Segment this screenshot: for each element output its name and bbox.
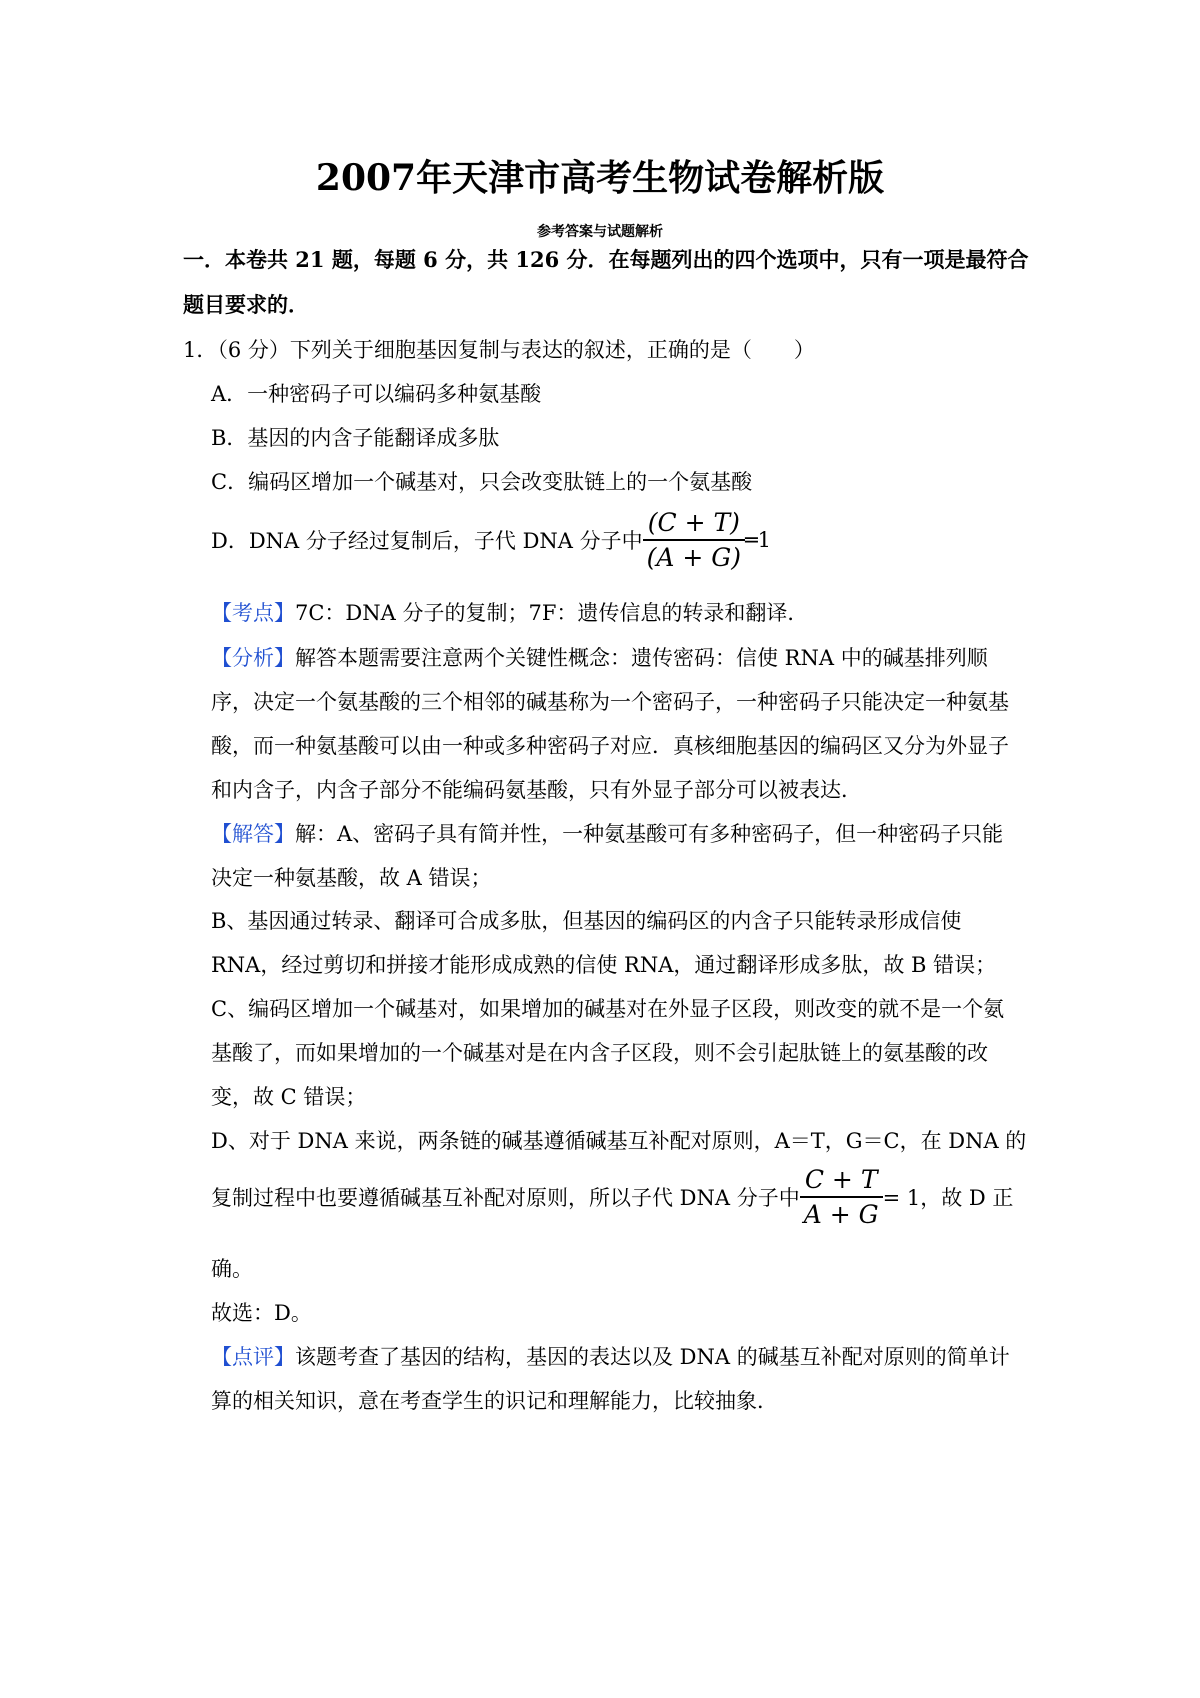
option-d-fraction (643, 508, 745, 572)
fenxi-line-4: 和内含子，内含子部分不能编码氨基酸，只有外显子部分可以被表达． (211, 778, 862, 802)
jieda-line-1 (211, 818, 1003, 848)
option-d-text: D．DNA 分子经过复制后，子代 DNA 分子中 (211, 529, 643, 553)
kaodian-text: 7C：DNA 分子的复制；7F：遗传信息的转录和翻译． (295, 601, 809, 625)
fenxi-line-1 (211, 642, 988, 672)
option-c: C．编码区增加一个碱基对，只会改变肽链上的一个氨基酸 (211, 470, 753, 494)
fenxi-tag: 【分析】 (211, 646, 295, 670)
jieda-denominator: A + G (803, 1200, 879, 1229)
answer-line: 故选：D。 (211, 1301, 312, 1325)
jieda-suffix-9: = 1，故 D 正 (882, 1186, 1014, 1210)
option-d-suffix: ═1 (745, 528, 772, 552)
jieda-line-5: C、编码区增加一个碱基对，如果增加的碱基对在外显子区段，则改变的就不是一个氨 (211, 997, 1005, 1021)
jieda-line-9 (211, 1165, 1013, 1229)
dianping-tag: 【点评】 (211, 1345, 295, 1369)
jieda-line-8: D、对于 DNA 来说，两条链的碱基遵循碱基互补配对原则，A＝T，G＝C，在 DNA 的 (211, 1129, 1027, 1153)
dianping-line-2: 算的相关知识，意在考查学生的识记和理解能力，比较抽象． (211, 1389, 778, 1413)
kaodian-line (211, 597, 808, 627)
jieda-line-4: RNA，经过剪切和拼接才能形成成熟的信使 RNA，通过翻译形成多肽，故 B 错误； (211, 953, 997, 977)
option-d (211, 508, 771, 572)
page-subtitle: 参考答案与试题解析 (537, 224, 663, 240)
option-b: B．基因的内含子能翻译成多肽 (211, 426, 500, 450)
page-title: 2007年天津市高考生物试卷解析版 (315, 157, 885, 199)
kaodian-tag: 【考点】 (211, 601, 295, 625)
jieda-text-1: 解：A、密码子具有简并性，一种氨基酸可有多种密码子，但一种密码子只能 (295, 822, 1004, 846)
dianping-text-1: 该题考查了基因的结构，基因的表达以及 DNA 的碱基互补配对原则的简单计 (295, 1345, 1010, 1369)
section-heading-line-1: 一．本卷共 21 题，每题 6 分，共 126 分．在每题列出的四个选项中，只有一项是最符合 (183, 247, 1029, 272)
jieda-numerator: C + T (804, 1165, 878, 1194)
fenxi-line-2: 序，决定一个氨基酸的三个相邻的碱基称为一个密码子，一种密码子只能决定一种氨基 (211, 690, 1009, 714)
fraction-bar (643, 539, 745, 541)
fenxi-line-3: 酸，而一种氨基酸可以由一种或多种密码子对应．真核细胞基因的编码区又分为外显子 (211, 734, 1009, 758)
jieda-line-3: B、基因通过转录、翻译可合成多肽，但基因的编码区的内含子只能转录形成信使 (211, 909, 962, 933)
jieda-line-7: 变，故 C 错误； (211, 1085, 367, 1109)
jieda-line-6: 基酸了，而如果增加的一个碱基对是在内含子区段，则不会引起肽链上的氨基酸的改 (211, 1041, 988, 1065)
jieda-tag: 【解答】 (211, 822, 295, 846)
question-stem: 1．（6 分）下列关于细胞基因复制与表达的叙述，正确的是（ ） (183, 338, 815, 362)
jieda-fraction (800, 1165, 883, 1229)
option-a: A．一种密码子可以编码多种氨基酸 (211, 382, 542, 406)
jieda-line-2: 决定一种氨基酸，故 A 错误； (211, 866, 492, 890)
option-d-numerator: (C + T) (647, 508, 740, 537)
fraction-bar (800, 1196, 883, 1198)
fenxi-text-1: 解答本题需要注意两个关键性概念：遗传密码：信使 RNA 中的碱基排列顺 (295, 646, 988, 670)
option-d-denominator: (A + G) (646, 543, 741, 572)
section-heading-line-2: 题目要求的． (183, 292, 309, 317)
jieda-line-10: 确。 (211, 1257, 253, 1281)
jieda-text-9: 复制过程中也要遵循碱基互补配对原则，所以子代 DNA 分子中 (211, 1186, 800, 1210)
dianping-line-1 (211, 1341, 1010, 1371)
